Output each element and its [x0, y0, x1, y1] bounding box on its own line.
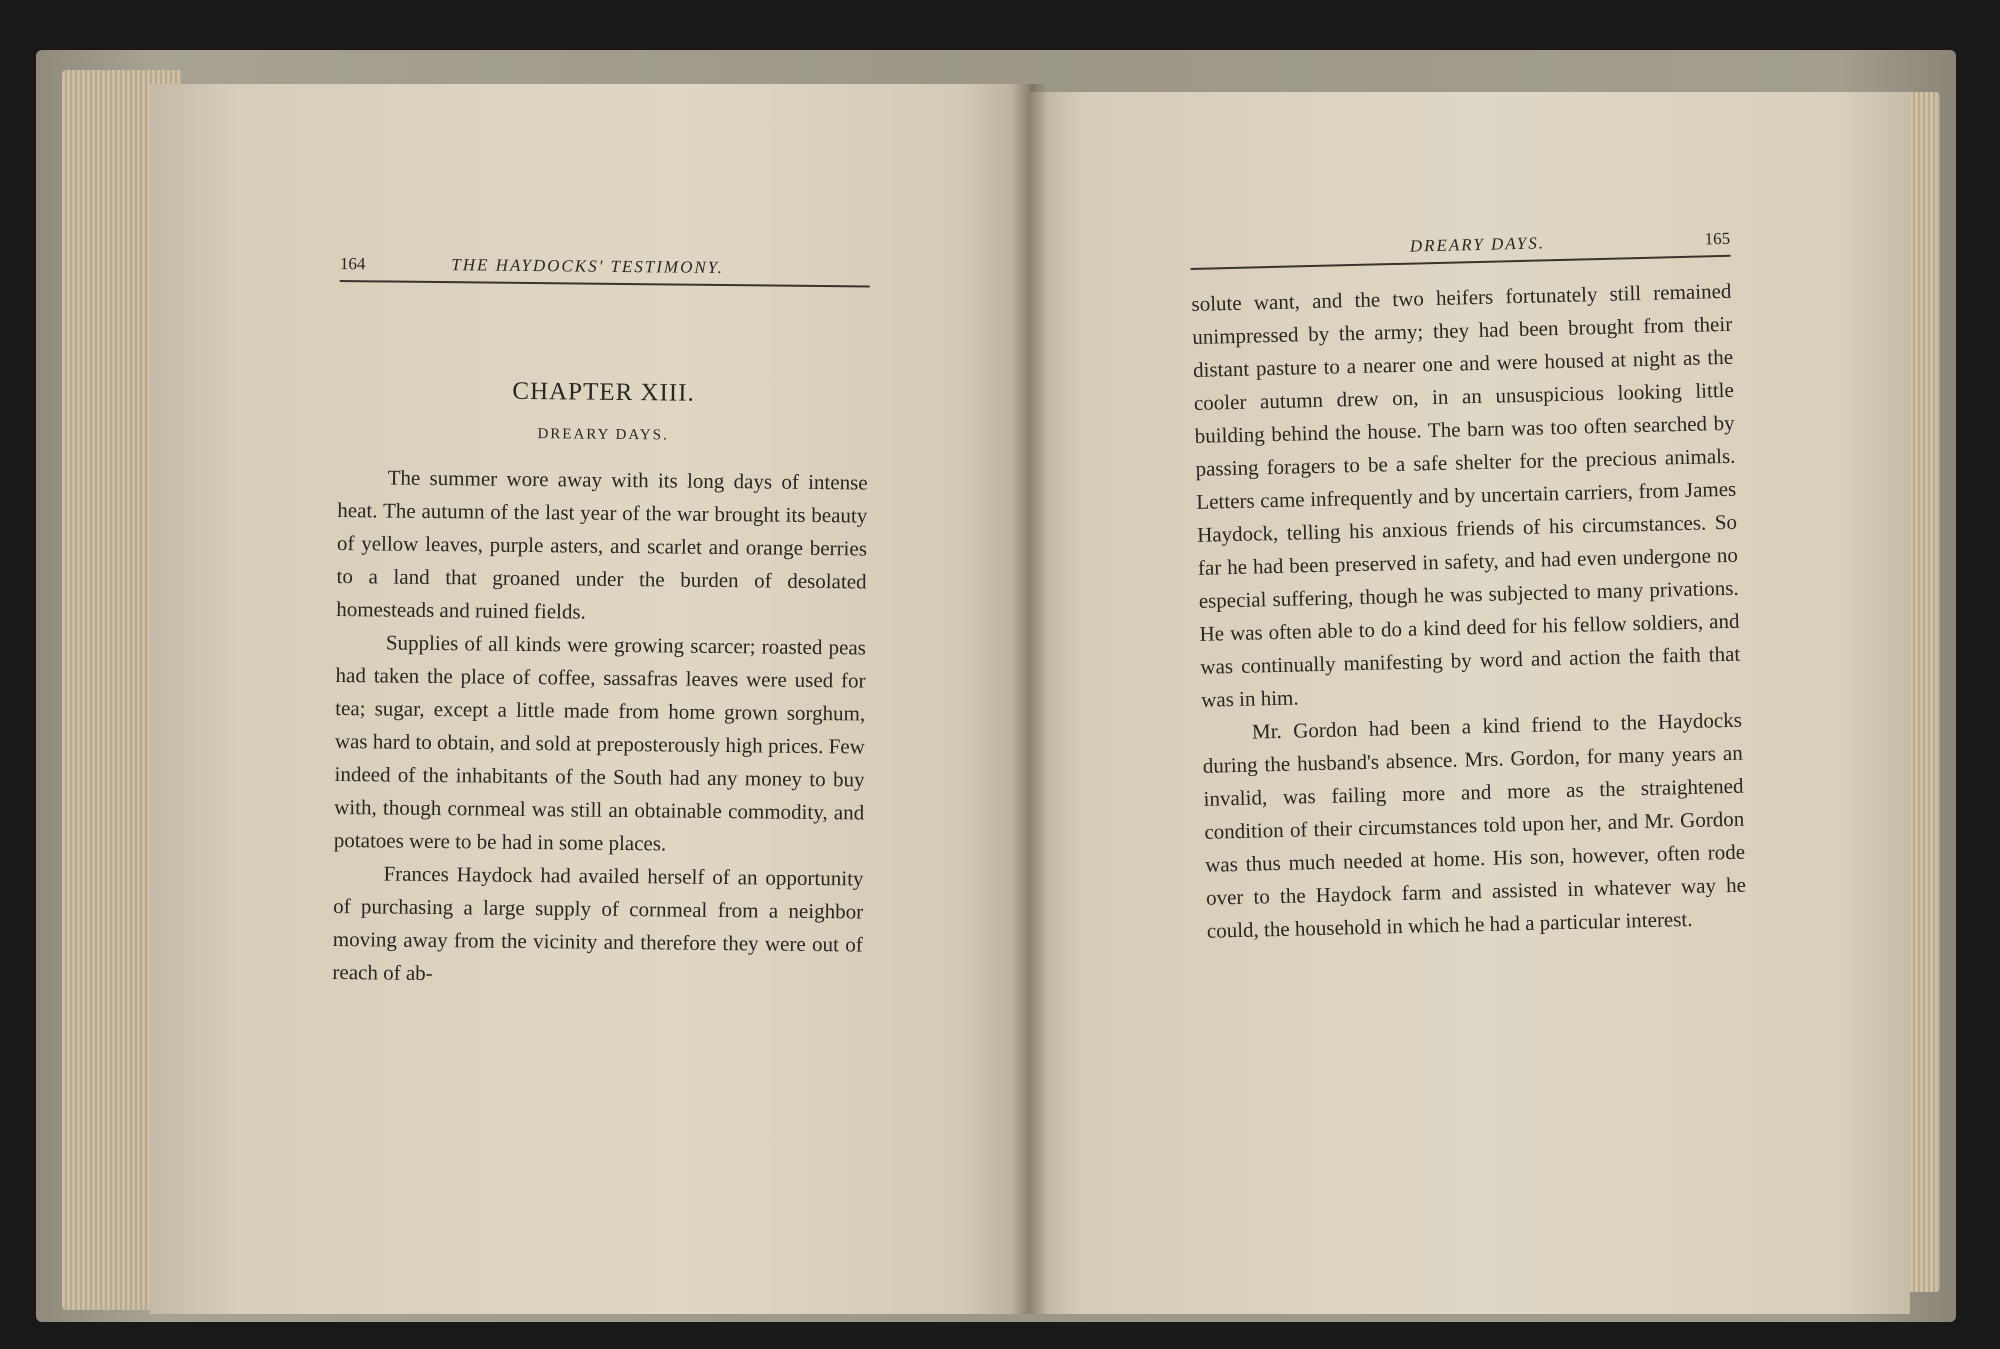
right-page-number: 165 [1704, 228, 1731, 249]
right-page-content [1190, 229, 1747, 948]
left-paragraph-2: Supplies of all kinds were growing scarcer; roasted peas had taken the place of coffee, sassafras leaves were used for tea; sugar, except a little made from home grown sorghum, was hard to obtain, and sold at preposterously high prices. Few indeed of the inhabitants of the South had any money to buy with, though cornmeal was still an obtainable commodity, and potatoes were to be had in some places. [333, 630, 867, 856]
left-page-number: 164 [339, 254, 366, 274]
left-running-head [340, 254, 870, 288]
right-paragraph-2: Mr. Gordon had been a kind friend to the Haydocks during the husband's absence. Mrs. Gordon, for many years an invalid, was failing more and more as the straightened condition of their circumstances told upon her, and Mr. Gordon was thus much needed at home. His son, however, often rode over to the Haydock farm and assisted in whatever way he could, the household in which he had a particular interest. [1202, 707, 1747, 943]
left-running-title: THE HAYDOCKS' TESTIMONY. [451, 255, 724, 278]
right-running-head [1190, 229, 1731, 270]
left-paragraph-3: Frances Haydock had availed herself of an opportunity of purchasing a large supply of cornmeal from a neighbor moving away from the vicinity and therefore they were out of reach of ab- [332, 861, 864, 986]
left-page-content [332, 254, 870, 995]
book-gutter [1012, 84, 1048, 1314]
running-head-spacer [1190, 256, 1250, 257]
left-paragraph-1: The summer wore away with its long days of intense heat. The autumn of the last year of the war brought its beauty of yellow leaves, purple asters, and scarlet and orange berries to a land that groaned under the burden of desolated homesteads and ruined fields. [336, 465, 868, 624]
right-running-title: DREARY DAYS. [1409, 233, 1546, 256]
running-head-spacer [810, 274, 870, 275]
chapter-title: CHAPTER XIII. [512, 377, 695, 407]
left-page [150, 84, 1030, 1314]
right-page [1030, 92, 1910, 1314]
right-paragraph-1: solute want, and the two heifers fortunately still remained unimpressed by the army; they had been brought from their distant pasture to a nearer one and were housed at night as the cooler autumn drew on, in an unsuspicious looking little building behind the house. The barn was too often searched by passing foragers to be a safe shelter for the precious animals. Letters came infrequently and by uncertain carriers, from James Haydock, telling his anxious friends of his circumstances. So far he had been preserved in safety, and had even undergone no especial suffering, though he was subjected to many privations. He was often able to do a kind deed for his fellow soldiers, and was continually manifesting by word and action the faith that was in him. [1191, 278, 1741, 712]
chapter-subtitle: DREARY DAYS. [537, 426, 669, 444]
